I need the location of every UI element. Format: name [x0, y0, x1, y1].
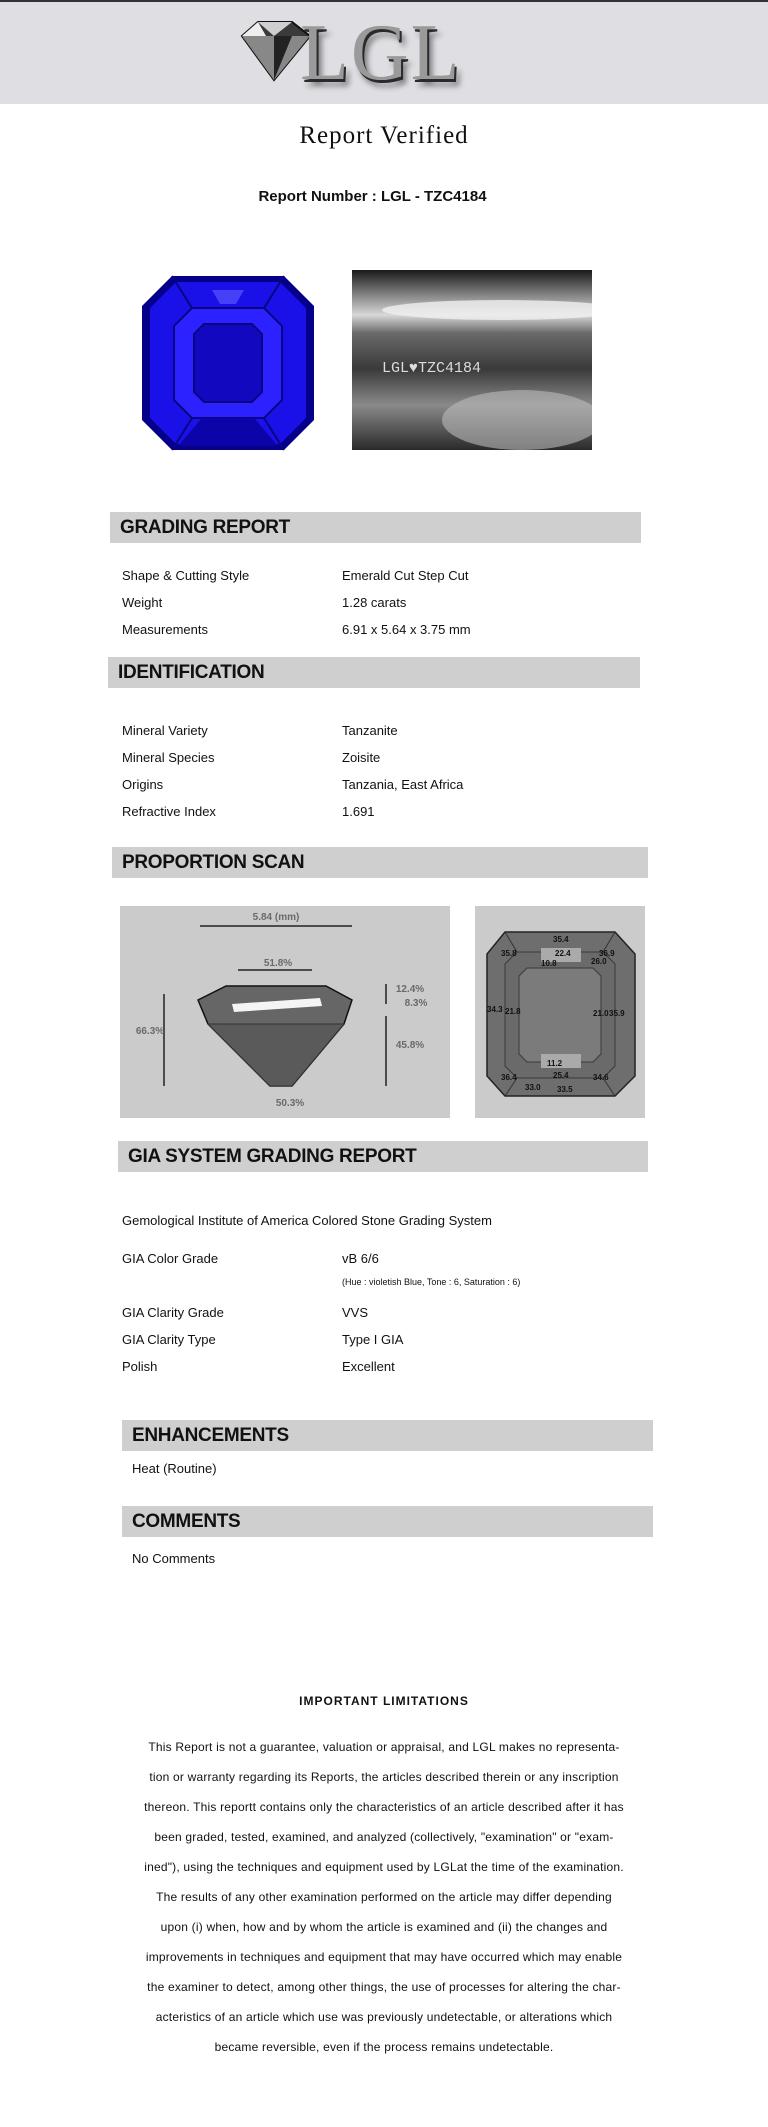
gemstone-photo: [132, 268, 324, 458]
limitations-line: improvements in techniques and equipment that may have occurred which may enable: [145, 1950, 623, 1964]
top-value: 26.0: [591, 957, 607, 966]
shape-value: Emerald Cut Step Cut: [342, 568, 469, 583]
gia-heading: GIA SYSTEM GRADING REPORT: [118, 1141, 648, 1172]
comments-heading: COMMENTS: [122, 1506, 653, 1537]
page-title: Report Verified: [299, 122, 469, 149]
inscription-text: LGL♥TZC4184: [382, 360, 482, 377]
grading-report-heading: GRADING REPORT: [110, 512, 641, 543]
limitations-line: tion or warranty regarding its Reports, the articles described therein or any inscription: [149, 1770, 619, 1784]
top-value: 34.6: [593, 1073, 609, 1082]
laser-inscription-photo: [352, 270, 592, 450]
limitations-line: ined"), using the techniques and equipment used by LGLat the time of the examination.: [144, 1860, 624, 1874]
mineral-variety-value: Tanzanite: [342, 723, 398, 738]
top-value: 21.0: [593, 1009, 609, 1018]
limitations-line: the examiner to detect, among other things, the use of processes for altering the char-: [147, 1980, 621, 1994]
crown-pct-label: 12.4%: [395, 984, 425, 995]
top-value: 33.0: [525, 1083, 541, 1092]
top-value: 11.2: [547, 1059, 563, 1068]
origins-value: Tanzania, East Africa: [342, 777, 464, 792]
table-pct-label: 51.8%: [263, 958, 293, 969]
proportion-top-view: [475, 906, 645, 1118]
measurements-label: Measurements: [122, 622, 208, 637]
shape-label: Shape & Cutting Style: [122, 568, 250, 583]
limitations-body: [118, 1732, 650, 2062]
culet-pct-label: 50.3%: [275, 1098, 305, 1109]
top-value: 21.8: [505, 1007, 521, 1016]
top-value: 10.8: [541, 959, 557, 968]
top-value: 33.5: [557, 1085, 573, 1094]
limitations-line: thereon. This reportt contains only the characteristics of an article described after it has: [144, 1800, 624, 1814]
top-value: 22.4: [555, 949, 571, 958]
pavilion-pct-label: 45.8%: [395, 1040, 425, 1051]
top-value: 35.8: [501, 949, 517, 958]
header-banner: [0, 2, 768, 104]
weight-label: Weight: [122, 595, 163, 610]
limitations-line: This Report is not a guarantee, valuation or appraisal, and LGL makes no representa-: [148, 1740, 620, 1754]
gia-clarity-label: GIA Clarity Grade: [122, 1305, 224, 1320]
top-value: 36.9: [599, 949, 615, 958]
origins-label: Origins: [122, 777, 164, 792]
weight-value: 1.28 carats: [342, 595, 407, 610]
comments-text: No Comments: [132, 1551, 216, 1566]
gia-type-value: Type I GIA: [342, 1332, 404, 1347]
measurements-value: 6.91 x 5.64 x 3.75 mm: [342, 622, 471, 637]
limitations-line: upon (i) when, how and by whom the article is examined and (ii) the changes and: [160, 1920, 608, 1934]
enhancements-heading: ENHANCEMENTS: [122, 1420, 653, 1451]
enhancements-text: Heat (Routine): [132, 1461, 217, 1476]
gia-color-value: vB 6/6: [342, 1251, 379, 1266]
limitations-line: became reversible, even if the process remains undetectable.: [214, 2040, 554, 2054]
top-value: 25.4: [553, 1071, 569, 1080]
refractive-index-label: Refractive Index: [122, 804, 216, 819]
gia-type-label: GIA Clarity Type: [122, 1332, 216, 1347]
mineral-variety-label: Mineral Variety: [122, 723, 208, 738]
limitations-line: been graded, tested, examined, and analyzed (collectively, "examination" or "exam-: [154, 1830, 614, 1844]
depth-pct-label: 66.3%: [135, 1026, 165, 1037]
width-label: 5.84 (mm): [252, 912, 300, 923]
report-number: Report Number : LGL - TZC4184: [258, 188, 487, 205]
mineral-species-value: Zoisite: [342, 750, 381, 765]
proportion-scan-heading: PROPORTION SCAN: [112, 847, 648, 878]
gia-clarity-value: VVS: [342, 1305, 369, 1320]
limitations-heading: IMPORTANT LIMITATIONS: [299, 1694, 469, 1708]
proportion-side-profile: [120, 906, 450, 1118]
gia-color-note: (Hue : violetish Blue, Tone : 6, Saturation : 6): [342, 1277, 521, 1287]
polish-value: Excellent: [342, 1359, 395, 1374]
limitations-line: The results of any other examination performed on the article may differ depending: [156, 1890, 612, 1904]
top-value: 36.4: [501, 1073, 517, 1082]
gia-intro-text: Gemological Institute of America Colored Stone Grading System: [122, 1213, 492, 1228]
polish-label: Polish: [122, 1359, 158, 1374]
identification-heading: IDENTIFICATION: [108, 657, 640, 688]
crown-height-label: 8.3%: [404, 998, 428, 1009]
limitations-line: acteristics of an article which use was previously undetectable, or alterations which: [155, 2010, 613, 2024]
gia-color-label: GIA Color Grade: [122, 1251, 219, 1266]
logo-text: LGL: [300, 9, 462, 97]
top-value: 35.4: [553, 935, 569, 944]
mineral-species-label: Mineral Species: [122, 750, 215, 765]
top-value: 34.3: [487, 1005, 503, 1014]
refractive-index-value: 1.691: [342, 804, 375, 819]
top-value: 35.9: [609, 1009, 625, 1018]
